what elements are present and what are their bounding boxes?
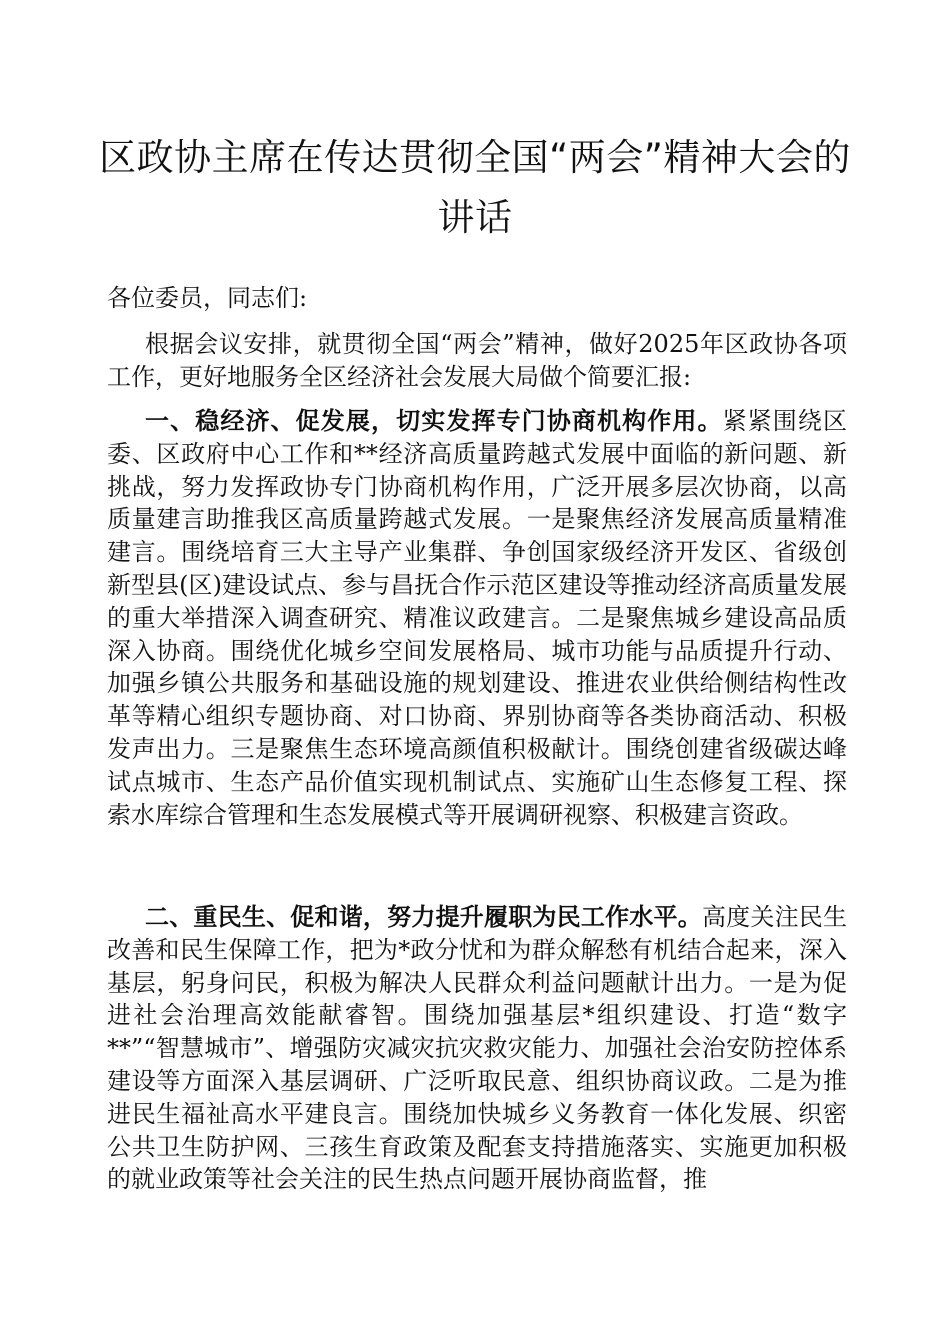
title-line-2: 讲话 xyxy=(437,196,513,239)
paragraph-intro xyxy=(107,328,847,394)
paragraph-text: 根据会议安排，就贯彻全国“两会”精神，做好2025年区政协各项工作，更好地服务全区经济社会发展大局做个简要汇报: xyxy=(107,330,847,391)
paragraph-section-one xyxy=(107,405,847,831)
title-line-1: 区政协主席在传达贯彻全国“两会”精神大会的 xyxy=(99,136,851,179)
document-title xyxy=(60,128,890,248)
paragraph-text: 高度关注民生改善和民生保障工作，把为*政分忧和为群众解愁有机结合起来，深入基层，躬身问民，积极为解决人民群众利益问题献计出力。一是为促进社会治理高效能献睿智。围绕加强基层*组织建设、打造“数字**”“智慧城市”、增强防灾减灾抗灾救灾能力、加强社会治安防控体系建设等方面深入基层调研、广泛听取民意、组织协商议政。二是为推进民生福祉高水平建良言。围绕加快城乡义务教育一体化发展、织密公共卫生防护网、三孩生育政策及配套支持措施落实、实施更加积极的就业政策等社会关注的民生热点问题开展协商监督，推 xyxy=(107,903,848,1194)
section-heading: 一、稳经济、促发展，切实发挥专门协商机构作用。 xyxy=(145,406,723,435)
section-heading: 二、重民生、促和谐，努力提升履职为民工作水平。 xyxy=(145,902,702,931)
paragraph-section-two xyxy=(107,901,847,1196)
salutation: 各位委员，同志们: xyxy=(107,284,308,312)
paragraph-text: 紧紧围绕区委、区政府中心工作和**经济高质量跨越式发展中面临的新问题、新挑战，努力发挥政协专门协商机构作用，广泛开展多层次协商，以高质量建言助推我区高质量跨越式发展。一是聚焦经济发展高质量精准建言。围绕培育三大主导产业集群、争创国家级经济开发区、省级创新型县(区)建设试点、参与昌抚合作示范区建设等推动经济高质量发展的重大举措深入调查研究、精准议政建言。二是聚焦城乡建设高品质深入协商。围绕优化城乡空间发展格局、城市功能与品质提升行动、加强乡镇公共服务和基础设施的规划建设、推进农业供给侧结构性改革等精心组织专题协商、对口协商、界别协商等各类协商活动、积极发声出力。三是聚焦生态环境高颜值积极献计。围绕创建省级碳达峰试点城市、生态产品价值实现机制试点、实施矿山生态修复工程、探索水库综合管理和生态发展模式等开展调研视察、积极建言资政。 xyxy=(107,407,848,829)
